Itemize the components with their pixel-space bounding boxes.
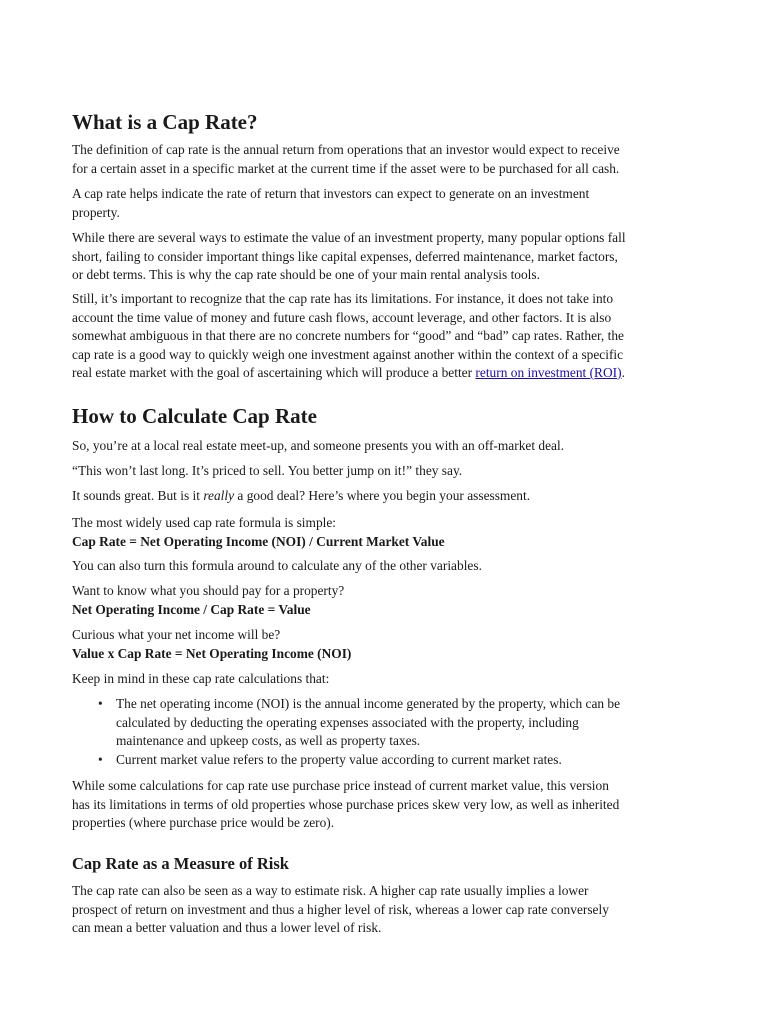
list-item xyxy=(72,695,696,751)
heading-how-to-calculate: How to Calculate Cap Rate xyxy=(72,404,317,428)
paragraph-purchase-price xyxy=(72,777,696,833)
text-line: prospect of return on investment and thus a higher level of risk, whereas a lower cap rate conversely xyxy=(72,901,609,917)
text-segment: It sounds great. But is it xyxy=(72,488,204,503)
text-line xyxy=(72,487,696,506)
paragraph-indicates-return xyxy=(72,185,696,222)
text-line: maintenance and upkeep costs, as well as property taxes. xyxy=(116,733,421,748)
heading-what-is-cap-rate: What is a Cap Rate? xyxy=(72,110,258,134)
formula-cap-rate: Cap Rate = Net Operating Income (NOI) / Current Market Value xyxy=(72,533,445,549)
bullet-marker: • xyxy=(98,751,103,767)
text-line: “This won’t last long. It’s priced to sell. You better jump on it!” they say. xyxy=(72,463,463,478)
text-line: Curious what your net income will be? xyxy=(72,627,281,642)
list-item xyxy=(72,751,696,770)
paragraph-meetup xyxy=(72,437,696,456)
text-line: Still, it’s important to recognize that the cap rate has its limitations. For instance, it does not take into xyxy=(72,291,614,306)
text-line: has its limitations in terms of old properties whose purchase prices skew very low, as well as inherited xyxy=(72,796,620,812)
text-line: properties (where purchase price would be zero). xyxy=(72,815,335,830)
text-line: The net operating income (NOI) is the annual income generated by the property, which can be xyxy=(116,696,621,711)
emphasis-really: really xyxy=(203,488,235,503)
text-line: The cap rate can also be seen as a way to estimate risk. A higher cap rate usually implies a lower xyxy=(72,883,589,898)
text-line: The most widely used cap rate formula is simple: xyxy=(72,515,337,530)
formula-noi: Value x Cap Rate = Net Operating Income (NOI) xyxy=(72,645,352,661)
paragraph-quote xyxy=(72,462,696,481)
text-line: A cap rate helps indicate the rate of return that investors can expect to generate on an investment xyxy=(72,186,590,201)
formula-value: Net Operating Income / Cap Rate = Value xyxy=(72,601,311,617)
text-line: short, failing to consider important things like capital expenses, deferred maintenance, market factors, xyxy=(72,248,618,264)
text-line xyxy=(72,364,696,383)
text-line: somewhat ambiguous in that there are no concrete numbers for “good” and “bad” cap rates. Rather, the xyxy=(72,328,624,343)
text-line: Current market value refers to the property value according to current market rates. xyxy=(116,751,562,767)
bullet-marker: • xyxy=(98,696,103,711)
text-line: cap rate is a good way to quickly weigh one investment against another within the context of a specific xyxy=(72,346,624,362)
roi-link[interactable]: return on investment (ROI) xyxy=(475,365,622,380)
text-line: property. xyxy=(72,204,120,220)
text-line: So, you’re at a local real estate meet-up, and someone presents you with an off-market deal. xyxy=(72,438,565,453)
text-line: You can also turn this formula around to calculate any of the other variables. xyxy=(72,558,482,573)
text-line: Want to know what you should pay for a property? xyxy=(72,583,345,598)
text-line: or debt terms. This is why the cap rate should be one of your main rental analysis tools. xyxy=(72,267,540,282)
paragraph-pay-for-property xyxy=(72,582,696,619)
paragraph-estimate-methods xyxy=(72,229,696,285)
text-line: account the time value of money and future cash flows, account leverage, and other factors. It is also xyxy=(72,309,612,325)
text-segment: real estate market with the goal of ascertaining which will produce a better xyxy=(72,365,476,380)
heading-measure-of-risk: Cap Rate as a Measure of Risk xyxy=(72,854,289,873)
paragraph-formula-intro xyxy=(72,514,696,551)
text-segment: . xyxy=(621,365,625,380)
text-line: can mean a better valuation and thus a lower level of risk. xyxy=(72,920,382,935)
paragraph-definition xyxy=(72,141,696,178)
paragraph-risk xyxy=(72,882,696,938)
text-line: While there are several ways to estimate the value of an investment property, many popular options fall xyxy=(72,230,626,245)
text-line: for a certain asset in a specific market at the current time if the asset were to be purchased for all cash. xyxy=(72,160,620,176)
text-line: While some calculations for cap rate use purchase price instead of current market value, this version xyxy=(72,778,609,793)
text-line: The definition of cap rate is the annual return from operations that an investor would expect to receive xyxy=(72,142,620,157)
paragraph-limitations xyxy=(72,290,696,383)
paragraph-assessment xyxy=(72,487,696,506)
text-line: calculated by deducting the operating expenses associated with the property, including xyxy=(116,714,579,730)
text-segment: a good deal? Here’s where you begin your assessment. xyxy=(234,488,531,503)
text-line: Keep in mind in these cap rate calculations that: xyxy=(72,671,330,686)
paragraph-turn-around xyxy=(72,557,696,576)
bullet-list xyxy=(72,695,696,769)
paragraph-net-income xyxy=(72,626,696,663)
paragraph-keep-in-mind xyxy=(72,670,696,689)
